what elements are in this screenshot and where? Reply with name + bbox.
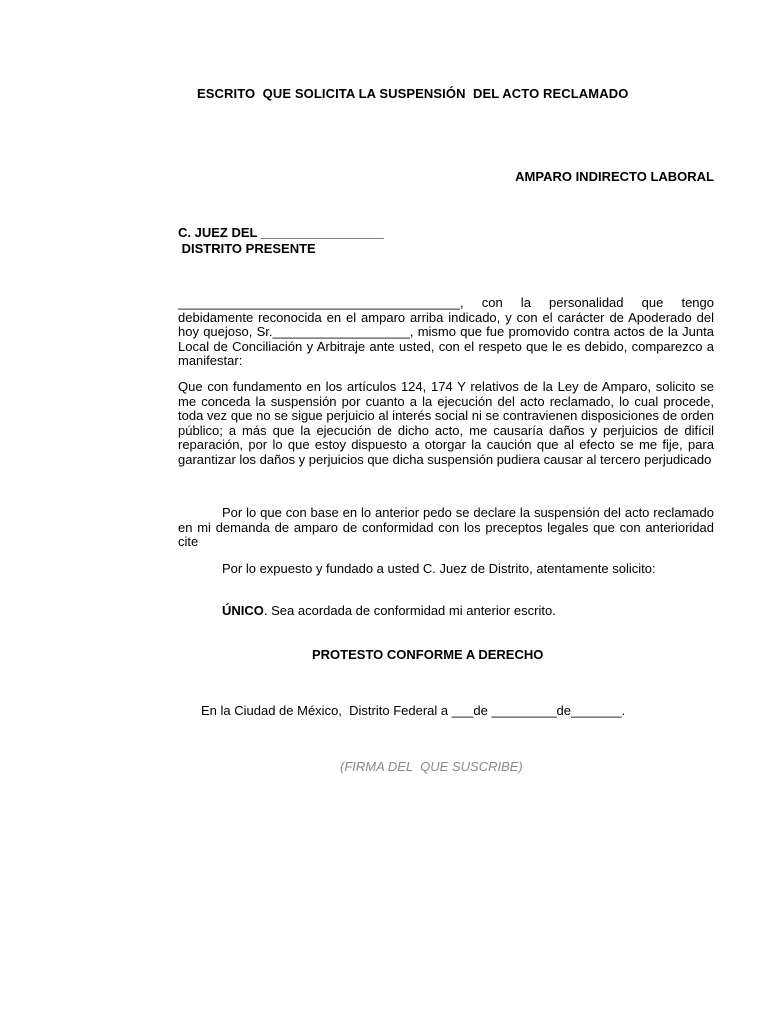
unico-text: . Sea acordada de conformidad mi anterior escrito. (263, 603, 556, 618)
paragraph-legal-basis: Que con fundamento en los artículos 124, 174 Y relativos de la Ley de Amparo, solicito se me conceda la suspensión por cuanto a la ejecución del acto reclamado, lo cual procede, toda vez que no se sigue perjuicio al interés social ni se contravienen disposiciones de orden público; a más que la ejecución de dicho acto, me causaría daños y perjuicios de difícil reparación, por lo que estoy dispuesto a otorgar la caución que al efecto se me fije, para garantizar los daños y perjuicios que dicha suspensión pudiera causar al tercero perjudicado (178, 379, 714, 467)
signature-placeholder: (FIRMA DEL QUE SUSCRIBE) (340, 759, 523, 774)
paragraph-introduction: _______________________________________, con la personalidad que tengo debidamente reconocida en el amparo arriba indicado, y con el carácter de Apoderado del hoy quejoso, Sr.___________________, mismo que fue promovido contra actos de la Junta Local de Conciliación y Arbitraje ante usted, con el respeto que le es debido, comparezco a manifestar: (178, 295, 714, 369)
unico-label: ÚNICO (222, 603, 264, 618)
addressee-block (178, 225, 384, 257)
document-title: ESCRITO QUE SOLICITA LA SUSPENSIÓN DEL ACTO RECLAMADO (197, 86, 629, 101)
date-line: En la Ciudad de México, Distrito Federal a ___de _________de_______. (201, 703, 626, 718)
paragraph-petition: Por lo expuesto y fundado a usted C. Juez de Distrito, atentamente solicito: (222, 561, 656, 576)
protesto-heading: PROTESTO CONFORME A DERECHO (312, 647, 544, 662)
paragraph-unico (222, 604, 714, 619)
document-subtitle: AMPARO INDIRECTO LABORAL (515, 169, 714, 184)
addressee-line-district: DISTRITO PRESENTE (178, 241, 316, 256)
paragraph-request: Por lo que con base en lo anterior pedo se declare la suspensión del acto reclamado en mi demanda de amparo de conformidad con los preceptos legales que con anterioridad cite (178, 505, 714, 550)
addressee-line-judge: C. JUEZ DEL _________________ (178, 225, 384, 240)
